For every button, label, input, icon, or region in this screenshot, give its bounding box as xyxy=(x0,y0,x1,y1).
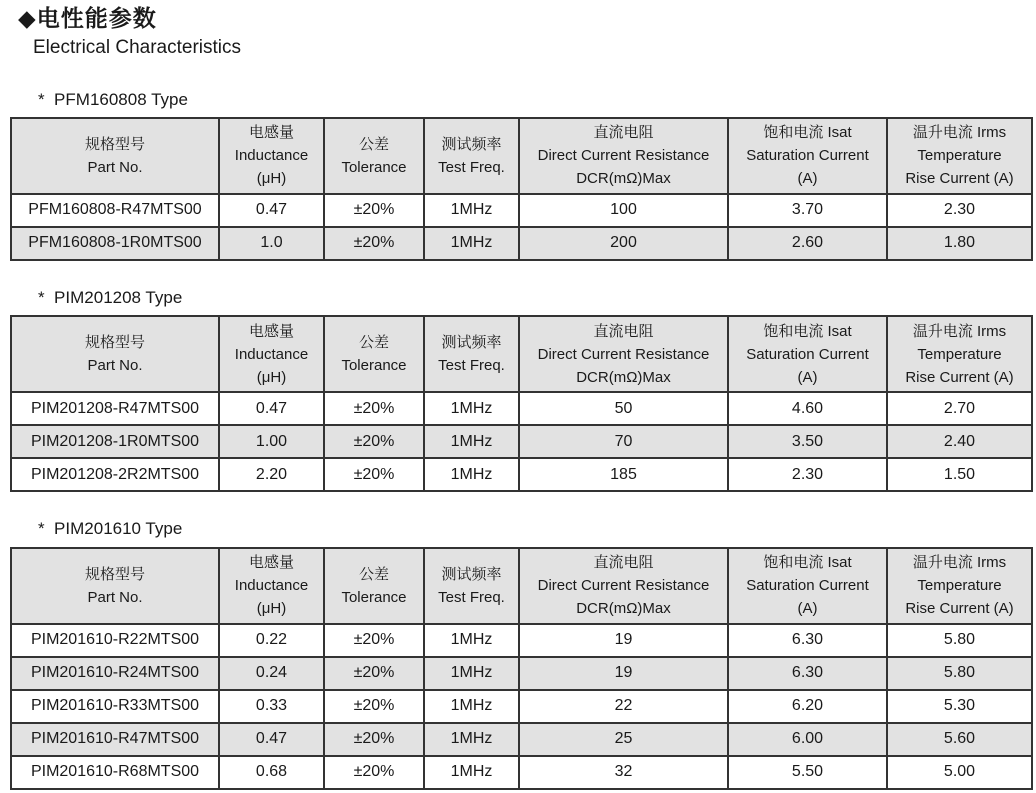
cell-part-no: PIM201610-R47MTS00 xyxy=(11,723,219,756)
cell-isat: 2.30 xyxy=(728,458,887,491)
table-row xyxy=(11,392,1032,425)
cell-part-no: PFM160808-1R0MTS00 xyxy=(11,227,219,260)
header-row xyxy=(11,316,1032,392)
section-title-pim201610: * PIM201610 Type xyxy=(38,519,183,539)
cell-irms: 2.30 xyxy=(887,194,1032,227)
cell-tolerance: ±20% xyxy=(324,723,424,756)
cell-tolerance: ±20% xyxy=(324,458,424,491)
cell-isat: 3.70 xyxy=(728,194,887,227)
table-row xyxy=(11,657,1032,690)
cell-isat: 5.50 xyxy=(728,756,887,789)
cell-tolerance: ±20% xyxy=(324,194,424,227)
page-title-zh: ◆电性能参数 xyxy=(18,5,157,31)
col-header-isat: 饱和电流 Isat Saturation Current (A) xyxy=(728,118,887,194)
col-header-dcr: 直流电阻 Direct Current Resistance DCR(mΩ)Max xyxy=(519,548,728,624)
col-header-irms: 温升电流 Irms Temperature Rise Current (A) xyxy=(887,118,1032,194)
col-header-test-freq: 测试频率 Test Freq. xyxy=(424,548,519,624)
cell-test-freq: 1MHz xyxy=(424,723,519,756)
cell-test-freq: 1MHz xyxy=(424,624,519,657)
cell-dcr: 22 xyxy=(519,690,728,723)
col-header-inductance: 电感量 Inductance (μH) xyxy=(219,118,324,194)
col-header-inductance: 电感量 Inductance (μH) xyxy=(219,548,324,624)
cell-irms: 5.00 xyxy=(887,756,1032,789)
cell-tolerance: ±20% xyxy=(324,624,424,657)
cell-part-no: PIM201610-R68MTS00 xyxy=(11,756,219,789)
cell-tolerance: ±20% xyxy=(324,425,424,458)
page-title-en: Electrical Characteristics xyxy=(33,36,241,58)
col-header-isat: 饱和电流 Isat Saturation Current (A) xyxy=(728,316,887,392)
cell-part-no: PIM201610-R33MTS00 xyxy=(11,690,219,723)
col-header-isat: 饱和电流 Isat Saturation Current (A) xyxy=(728,548,887,624)
section-title-pfm160808: * PFM160808 Type xyxy=(38,89,188,109)
table-row xyxy=(11,690,1032,723)
cell-part-no: PIM201610-R22MTS00 xyxy=(11,624,219,657)
cell-dcr: 19 xyxy=(519,657,728,690)
spec-table-pim201610 xyxy=(10,547,1033,790)
cell-irms: 1.80 xyxy=(887,227,1032,260)
table-row xyxy=(11,227,1032,260)
cell-test-freq: 1MHz xyxy=(424,657,519,690)
col-header-inductance: 电感量 Inductance (μH) xyxy=(219,316,324,392)
cell-isat: 6.30 xyxy=(728,657,887,690)
cell-part-no: PIM201208-1R0MTS00 xyxy=(11,425,219,458)
cell-irms: 5.30 xyxy=(887,690,1032,723)
cell-part-no: PFM160808-R47MTS00 xyxy=(11,194,219,227)
cell-inductance: 0.47 xyxy=(219,723,324,756)
cell-irms: 5.80 xyxy=(887,624,1032,657)
cell-inductance: 0.47 xyxy=(219,392,324,425)
cell-dcr: 25 xyxy=(519,723,728,756)
header-row xyxy=(11,548,1032,624)
table-row xyxy=(11,194,1032,227)
cell-dcr: 70 xyxy=(519,425,728,458)
section-title-pim201208: * PIM201208 Type xyxy=(38,287,183,307)
cell-inductance: 2.20 xyxy=(219,458,324,491)
col-header-part-no: 规格型号 Part No. xyxy=(11,118,219,194)
cell-inductance: 0.24 xyxy=(219,657,324,690)
cell-inductance: 0.22 xyxy=(219,624,324,657)
cell-isat: 6.30 xyxy=(728,624,887,657)
cell-isat: 6.20 xyxy=(728,690,887,723)
cell-test-freq: 1MHz xyxy=(424,690,519,723)
cell-test-freq: 1MHz xyxy=(424,425,519,458)
cell-part-no: PIM201208-R47MTS00 xyxy=(11,392,219,425)
cell-dcr: 32 xyxy=(519,756,728,789)
header-row xyxy=(11,118,1032,194)
col-header-test-freq: 测试频率 Test Freq. xyxy=(424,118,519,194)
col-header-irms: 温升电流 Irms Temperature Rise Current (A) xyxy=(887,548,1032,624)
cell-dcr: 185 xyxy=(519,458,728,491)
cell-tolerance: ±20% xyxy=(324,657,424,690)
cell-isat: 4.60 xyxy=(728,392,887,425)
col-header-part-no: 规格型号 Part No. xyxy=(11,548,219,624)
cell-dcr: 50 xyxy=(519,392,728,425)
table-row xyxy=(11,458,1032,491)
cell-test-freq: 1MHz xyxy=(424,194,519,227)
cell-tolerance: ±20% xyxy=(324,756,424,789)
cell-test-freq: 1MHz xyxy=(424,392,519,425)
cell-irms: 5.60 xyxy=(887,723,1032,756)
cell-isat: 6.00 xyxy=(728,723,887,756)
cell-part-no: PIM201208-2R2MTS00 xyxy=(11,458,219,491)
col-header-dcr: 直流电阻 Direct Current Resistance DCR(mΩ)Max xyxy=(519,316,728,392)
cell-test-freq: 1MHz xyxy=(424,756,519,789)
cell-inductance: 1.00 xyxy=(219,425,324,458)
cell-test-freq: 1MHz xyxy=(424,458,519,491)
table-row xyxy=(11,723,1032,756)
cell-inductance: 0.47 xyxy=(219,194,324,227)
col-header-irms: 温升电流 Irms Temperature Rise Current (A) xyxy=(887,316,1032,392)
cell-tolerance: ±20% xyxy=(324,227,424,260)
cell-inductance: 0.68 xyxy=(219,756,324,789)
cell-irms: 5.80 xyxy=(887,657,1032,690)
cell-dcr: 100 xyxy=(519,194,728,227)
cell-test-freq: 1MHz xyxy=(424,227,519,260)
cell-isat: 2.60 xyxy=(728,227,887,260)
cell-dcr: 19 xyxy=(519,624,728,657)
cell-irms: 1.50 xyxy=(887,458,1032,491)
cell-inductance: 0.33 xyxy=(219,690,324,723)
spec-table-pim201208 xyxy=(10,315,1033,492)
col-header-tolerance: 公差 Tolerance xyxy=(324,548,424,624)
table-row xyxy=(11,624,1032,657)
col-header-test-freq: 测试频率 Test Freq. xyxy=(424,316,519,392)
col-header-tolerance: 公差 Tolerance xyxy=(324,316,424,392)
cell-isat: 3.50 xyxy=(728,425,887,458)
cell-inductance: 1.0 xyxy=(219,227,324,260)
spec-table-pfm160808 xyxy=(10,117,1033,261)
cell-irms: 2.40 xyxy=(887,425,1032,458)
table-row xyxy=(11,425,1032,458)
cell-irms: 2.70 xyxy=(887,392,1032,425)
cell-tolerance: ±20% xyxy=(324,392,424,425)
table-row xyxy=(11,756,1032,789)
cell-part-no: PIM201610-R24MTS00 xyxy=(11,657,219,690)
col-header-tolerance: 公差 Tolerance xyxy=(324,118,424,194)
col-header-dcr: 直流电阻 Direct Current Resistance DCR(mΩ)Max xyxy=(519,118,728,194)
col-header-part-no: 规格型号 Part No. xyxy=(11,316,219,392)
cell-dcr: 200 xyxy=(519,227,728,260)
cell-tolerance: ±20% xyxy=(324,690,424,723)
